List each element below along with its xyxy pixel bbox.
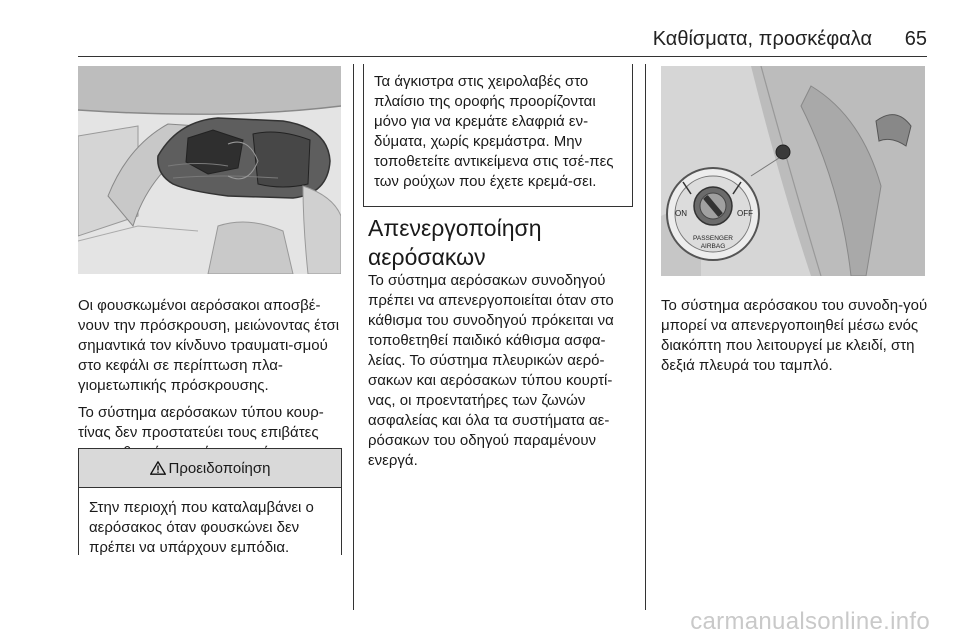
warning-box bbox=[78, 448, 342, 555]
column-divider-right bbox=[645, 64, 646, 610]
hook-note-text: Τα άγκιστρα στις χειρολαβές στο πλαίσιο της οροφής προορίζονται μόνο για να κρεμάτε ελαφριά εν-δύματα, χωρίς κρεμάστρα. Μην τοποθετείτε αντικείμενα στις τσέ-πες των ρούχων που έχετε κρεμά-σει. bbox=[374, 73, 614, 190]
column-divider-left bbox=[353, 64, 354, 610]
left-paragraph-1: Οι φουσκωμένοι αερόσακοι αποσβέ-νουν την πρόσκρουση, μειώνοντας έτσι σημαντικά τον κίνδυνο τραυματι-σμού στο κεφάλι σε περίπτωση πλα-γιομετωπικής πρόσκρουσης. bbox=[78, 297, 340, 394]
warning-header bbox=[79, 449, 341, 488]
header-rule bbox=[78, 56, 927, 57]
airbag-switch-illustration bbox=[661, 66, 925, 276]
switch-off-label: OFF bbox=[737, 209, 753, 218]
warning-title: Προειδοποίηση bbox=[168, 459, 271, 477]
switch-label-line1: PASSENGER bbox=[693, 235, 733, 242]
watermark: carmanualsonline.info bbox=[690, 608, 930, 635]
airbag-deactivation-paragraph: Το σύστημα αερόσακων συνοδηγού πρέπει να απενεργοποιείται όταν στο κάθισμα του συνοδηγού πρόκειται να τοποθετηθεί παιδικό κάθισμα ασφα-λείας. Το σύστημα πλευρικών αερό-σακων και αερόσακων τύπου κουρτί-νας, οι προεντατήρες των ζωνών ασφαλείας και όλα τα συστήματα αε-ρόσακων του οδηγού παραμένουν ενεργά. bbox=[368, 272, 614, 469]
warning-triangle-icon bbox=[150, 461, 166, 475]
switch-on-label: ON bbox=[675, 209, 687, 218]
page-title: Καθίσματα, προσκέφαλα bbox=[652, 28, 872, 50]
right-column-text bbox=[661, 296, 929, 383]
section-heading: Απενεργοποίηση αερόσακων bbox=[368, 215, 542, 270]
switch-label-line2: AIRBAG bbox=[700, 243, 726, 250]
warning-text: Στην περιοχή που καταλαμβάνει ο αερόσακος όταν φουσκώνει δεν πρέπει να υπάρχουν εμπόδια. bbox=[89, 499, 314, 556]
airbag-switch-figure bbox=[661, 66, 925, 276]
curtain-airbag-illustration bbox=[78, 66, 341, 274]
curtain-airbag-figure bbox=[78, 66, 341, 274]
left-column-text bbox=[78, 296, 346, 470]
switch-paragraph: Το σύστημα αερόσακου του συνοδη-γού μπορεί να απενεργοποιηθεί μέσω ενός διακόπτη που λειτουργεί με κλειδί, στη δεξιά πλευρά του ταμπλό. bbox=[661, 297, 928, 374]
left-paragraph-2: Το σύστημα αερόσακων τύπου κουρ-τίνας δεν προστατεύει τους επιβάτες bbox=[78, 404, 324, 441]
hook-note-box bbox=[363, 64, 633, 207]
page-number: 65 bbox=[904, 28, 927, 50]
middle-column-text bbox=[368, 271, 636, 478]
